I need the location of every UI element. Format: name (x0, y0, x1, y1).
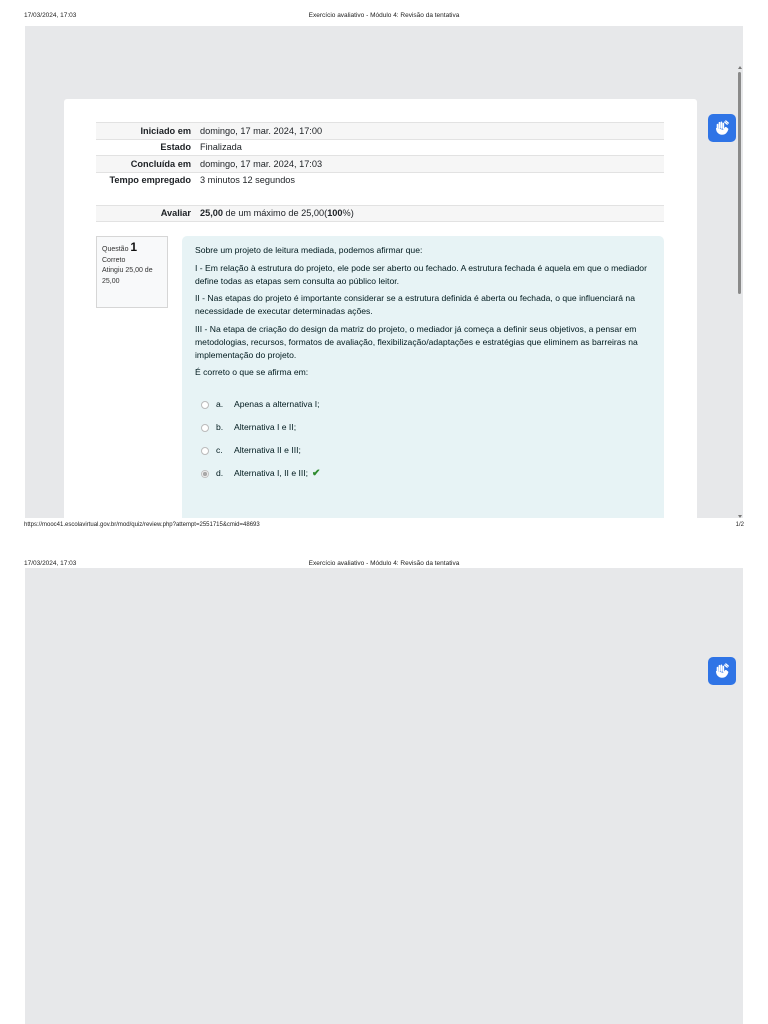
print-header (24, 12, 744, 22)
answer-letter: b. (216, 422, 224, 432)
question-mark: Atingiu 25,00 de 25,00 (102, 267, 153, 285)
summary-row-grade (96, 205, 664, 223)
print-page-number: 1/2 (735, 522, 744, 528)
answer-options (195, 393, 650, 485)
scroll-up-arrow-icon[interactable] (738, 66, 742, 69)
answer-text: Alternativa I e II; (234, 422, 297, 432)
answer-radio[interactable] (201, 424, 209, 432)
answer-letter: a. (216, 399, 224, 409)
browser-viewport (25, 26, 743, 518)
summary-value: Finalizada (200, 142, 242, 152)
question-text: I - Em relação à estrutura do projeto, ele pode ser aberto ou fechado. A estrutura fechada é aquela em que o mediador define todas as etapas sem consulta ao público leitor. (195, 262, 647, 286)
grade-score: 25,00 (200, 208, 223, 218)
answer-text: Alternativa II e III; (234, 445, 301, 455)
summary-value: domingo, 17 mar. 2024, 17:00 (200, 125, 323, 136)
quiz-review-card (64, 99, 697, 518)
grade-percent: 100 (327, 208, 343, 218)
hand-sign-icon (713, 662, 731, 680)
summary-label: Estado (160, 142, 191, 152)
print-title: Exercício avaliativo - Módulo 4: Revisão da tentativa (308, 12, 460, 19)
summary-row-completed (96, 155, 664, 172)
hand-sign-icon (713, 119, 731, 137)
answer-option-d[interactable] (195, 462, 650, 485)
answer-radio-selected[interactable] (201, 470, 209, 478)
summary-row-started (96, 122, 664, 139)
scroll-down-arrow-icon[interactable] (738, 515, 742, 518)
summary-row-time-taken (96, 172, 664, 205)
summary-label: Tempo empregado (109, 175, 191, 185)
answer-option-c[interactable] (195, 439, 650, 462)
scrollbar[interactable] (737, 66, 743, 518)
question-label: Questão (102, 246, 129, 253)
print-datetime: 17/03/2024, 17:03 (24, 560, 77, 567)
grade-value (196, 206, 664, 222)
grade-middle: de um máximo de 25,00( (223, 208, 328, 218)
answer-option-b[interactable] (195, 416, 650, 439)
print-title: Exercício avaliativo - Módulo 4: Revisão da tentativa (308, 560, 460, 567)
answer-letter: c. (216, 445, 223, 455)
pdf-page-2 (0, 548, 768, 1024)
accessibility-button[interactable] (708, 657, 736, 685)
question-number-value: 1 (130, 240, 138, 254)
answer-option-a[interactable] (195, 393, 650, 416)
answer-text: Apenas a alternativa I; (234, 399, 320, 409)
summary-label: Iniciado em (140, 125, 191, 136)
answer-radio[interactable] (201, 447, 209, 455)
question-text: É correto o que se afirma em: (195, 367, 309, 377)
question-content (182, 236, 664, 518)
print-datetime: 17/03/2024, 17:03 (24, 12, 77, 19)
summary-label: Avaliar (160, 208, 191, 218)
correct-check-icon: ✔ (312, 468, 321, 479)
question-text: Sobre um projeto de leitura mediada, podemos afirmar que: (195, 245, 423, 255)
print-footer (24, 522, 744, 532)
scrollbar-thumb[interactable] (738, 72, 741, 294)
answer-text: Alternativa I, II e III; (234, 468, 309, 478)
summary-label: Concluída em (130, 158, 191, 169)
summary-value: domingo, 17 mar. 2024, 17:03 (200, 158, 323, 169)
attempt-summary-table (96, 122, 664, 222)
question-status: Correto (102, 256, 126, 264)
print-url: https://mooc41.escolavirtual.gov.br/mod/quiz/review.php?attempt=2551715&cmid=48693 (24, 522, 260, 528)
answer-radio[interactable] (201, 401, 209, 409)
question-number (102, 242, 162, 256)
summary-row-state (96, 139, 664, 156)
browser-viewport (25, 568, 743, 1024)
grade-end: %) (342, 208, 354, 218)
question-info-box (96, 236, 168, 308)
question-text: II - Nas etapas do projeto é importante considerar se a estrutura definida é aberta ou fechada, o que influenciará na necessidade de executar determinadas ações. (195, 293, 635, 316)
accessibility-button[interactable] (708, 114, 736, 142)
answer-letter: d. (216, 468, 224, 478)
summary-value: 3 minutos 12 segundos (200, 175, 296, 185)
question-text: III - Na etapa de criação do design da matriz do projeto, o mediador já começa a definir seus objetivos, a pensar em metodologias, recursos, formatos de avaliação, flexibilização/adaptações e estratégias que eliminem as barreiras na implementação do projeto. (195, 323, 638, 360)
